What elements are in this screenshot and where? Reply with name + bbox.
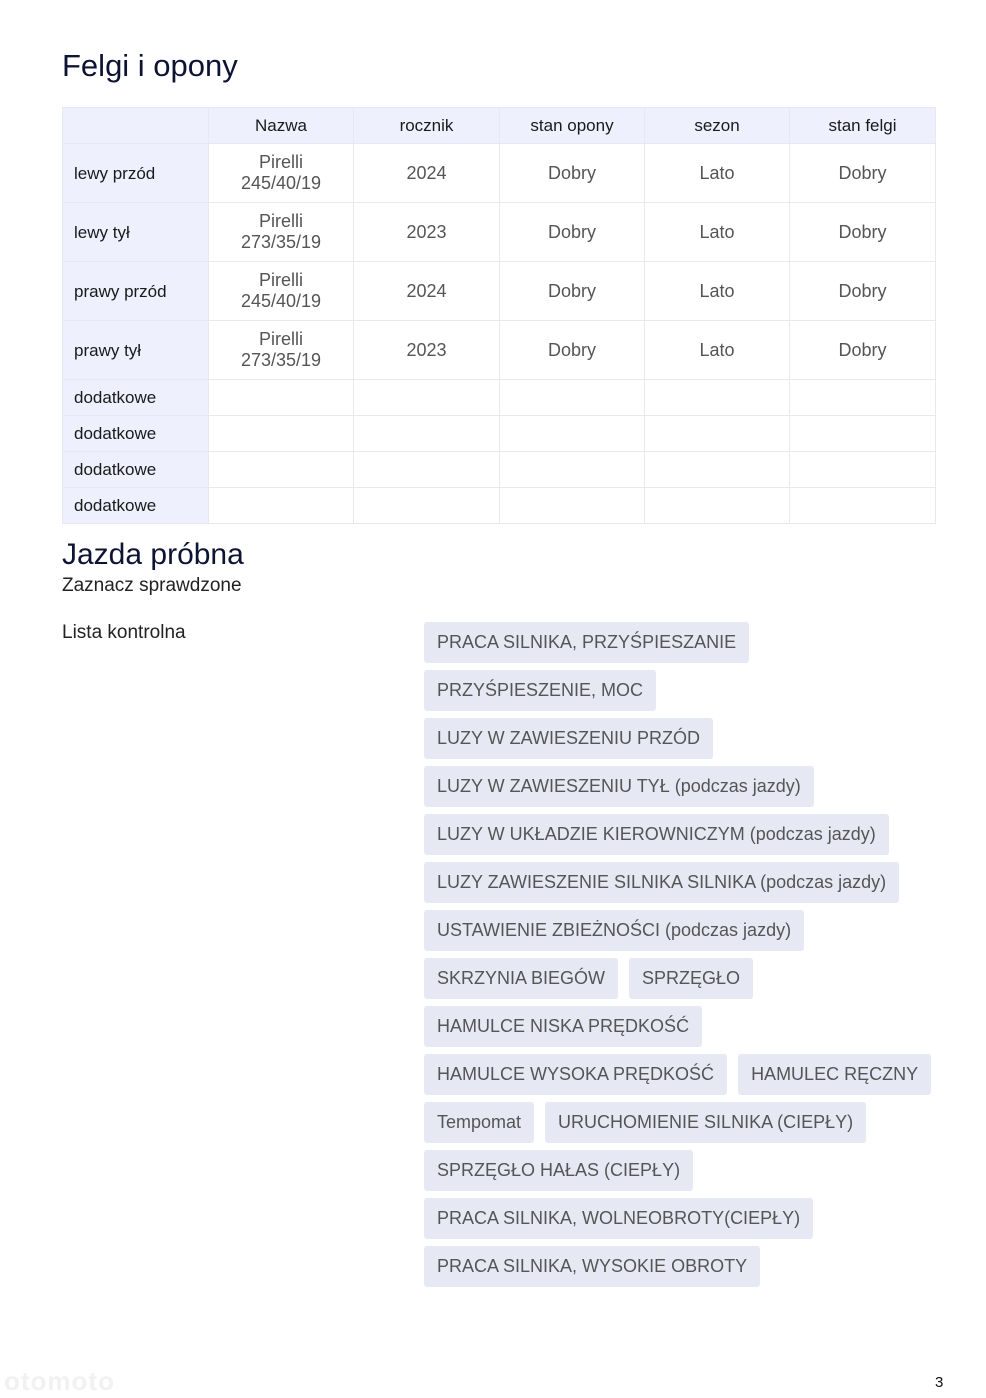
table-row [63,144,936,203]
empty-cell [790,488,936,524]
tyre-size: 273/35/19 [240,232,322,252]
section-title-tyres: Felgi i opony [62,48,238,83]
checklist-chip[interactable]: USTAWIENIE ZBIEŻNOŚCI (podczas jazdy) [424,910,804,951]
checklist-chip[interactable]: PRACA SILNIKA, WYSOKIE OBROTY [424,1246,760,1287]
empty-cell [645,488,790,524]
checklist-chip[interactable]: HAMULCE NISKA PRĘDKOŚĆ [424,1006,702,1047]
checklist-chip[interactable]: SPRZĘGŁO [629,958,753,999]
empty-cell [645,452,790,488]
chip-row [424,766,924,814]
table-row [63,262,936,321]
checklist-chip[interactable]: LUZY W ZAWIESZENIU PRZÓD [424,718,713,759]
chip-row [424,670,924,718]
empty-cell [790,416,936,452]
year-cell: 2023 [354,203,500,262]
checklist-label: Lista kontrolna [62,622,186,643]
tyre-condition-cell: Dobry [500,144,645,203]
tyre-name-cell [209,321,354,380]
checklist-chip[interactable]: PRACA SILNIKA, PRZYŚPIESZANIE [424,622,749,663]
empty-cell [645,416,790,452]
season-cell: Lato [645,262,790,321]
row-label: dodatkowe [63,452,209,488]
empty-cell [209,380,354,416]
checklist-chip[interactable]: SKRZYNIA BIEGÓW [424,958,618,999]
section-subtitle: Zaznacz sprawdzone [62,575,242,596]
column-header-rim-condition: stan felgi [790,108,936,144]
rim-condition-cell: Dobry [790,144,936,203]
tyre-brand: Pirelli [258,270,303,290]
checklist-chip[interactable]: LUZY W ZAWIESZENIU TYŁ (podczas jazdy) [424,766,814,807]
row-label: prawy przód [63,262,209,321]
checklist-chip[interactable]: SPRZĘGŁO HAŁAS (CIEPŁY) [424,1150,693,1191]
empty-cell [645,380,790,416]
column-header-tyre-condition: stan opony [500,108,645,144]
checklist-chip[interactable]: URUCHOMIENIE SILNIKA (CIEPŁY) [545,1102,866,1143]
empty-cell [354,488,500,524]
year-cell: 2024 [354,144,500,203]
empty-cell [354,452,500,488]
empty-cell [209,416,354,452]
empty-cell [209,488,354,524]
empty-cell [500,452,645,488]
tyre-condition-cell: Dobry [500,203,645,262]
tyre-name-cell [209,203,354,262]
row-label: lewy przód [63,144,209,203]
chip-row [424,1102,924,1150]
chip-row [424,1150,924,1198]
chip-row [424,1006,924,1054]
year-cell: 2024 [354,262,500,321]
checklist-chips [424,622,924,1294]
chip-row [424,814,924,862]
season-cell: Lato [645,144,790,203]
rim-condition-cell: Dobry [790,203,936,262]
checklist-chip[interactable]: LUZY W UKŁADZIE KIEROWNICZYM (podczas jazdy) [424,814,889,855]
chip-row [424,1054,924,1102]
tyre-condition-cell: Dobry [500,262,645,321]
chip-row [424,862,924,910]
empty-cell [354,416,500,452]
tyre-name-cell [209,144,354,203]
chip-row [424,958,924,1006]
rim-condition-cell: Dobry [790,262,936,321]
table-row [63,203,936,262]
tyre-size: 273/35/19 [240,350,322,370]
tyre-size: 245/40/19 [240,173,322,193]
chip-row [424,718,924,766]
chip-row [424,1246,924,1294]
tyre-size: 245/40/19 [240,291,322,311]
empty-cell [354,380,500,416]
empty-cell [500,488,645,524]
year-cell: 2023 [354,321,500,380]
checklist-chip[interactable]: Tempomat [424,1102,534,1143]
tyre-brand: Pirelli [258,211,303,231]
chip-row [424,1198,924,1246]
empty-cell [790,380,936,416]
rim-condition-cell: Dobry [790,321,936,380]
season-cell: Lato [645,321,790,380]
tyres-table [62,107,936,524]
tyre-brand: Pirelli [258,152,303,172]
checklist-chip[interactable]: PRACA SILNIKA, WOLNEOBROTY(CIEPŁY) [424,1198,813,1239]
column-header-name: Nazwa [209,108,354,144]
tyre-brand: Pirelli [258,329,303,349]
column-header-season: sezon [645,108,790,144]
checklist-chip[interactable]: PRZYŚPIESZENIE, MOC [424,670,656,711]
column-header [63,108,209,144]
table-row [63,321,936,380]
table-row-extra [63,416,936,452]
table-row-extra [63,488,936,524]
table-header-row [63,108,936,144]
row-label: dodatkowe [63,488,209,524]
table-row-extra [63,452,936,488]
row-label: lewy tył [63,203,209,262]
checklist-chip[interactable]: HAMULEC RĘCZNY [738,1054,931,1095]
tyre-condition-cell: Dobry [500,321,645,380]
row-label: dodatkowe [63,380,209,416]
empty-cell [500,380,645,416]
empty-cell [790,452,936,488]
checklist-chip[interactable]: LUZY ZAWIESZENIE SILNIKA SILNIKA (podczas jazdy) [424,862,899,903]
chip-row [424,622,924,670]
tyre-name-cell [209,262,354,321]
chip-row [424,910,924,958]
section-title-test-drive: Jazda próbna [62,538,244,571]
watermark-logo: otomoto [4,1366,115,1396]
row-label: prawy tył [63,321,209,380]
page-number: 3 [935,1374,944,1391]
table-row-extra [63,380,936,416]
checklist-chip[interactable]: HAMULCE WYSOKA PRĘDKOŚĆ [424,1054,727,1095]
row-label: dodatkowe [63,416,209,452]
empty-cell [209,452,354,488]
column-header-year: rocznik [354,108,500,144]
season-cell: Lato [645,203,790,262]
empty-cell [500,416,645,452]
